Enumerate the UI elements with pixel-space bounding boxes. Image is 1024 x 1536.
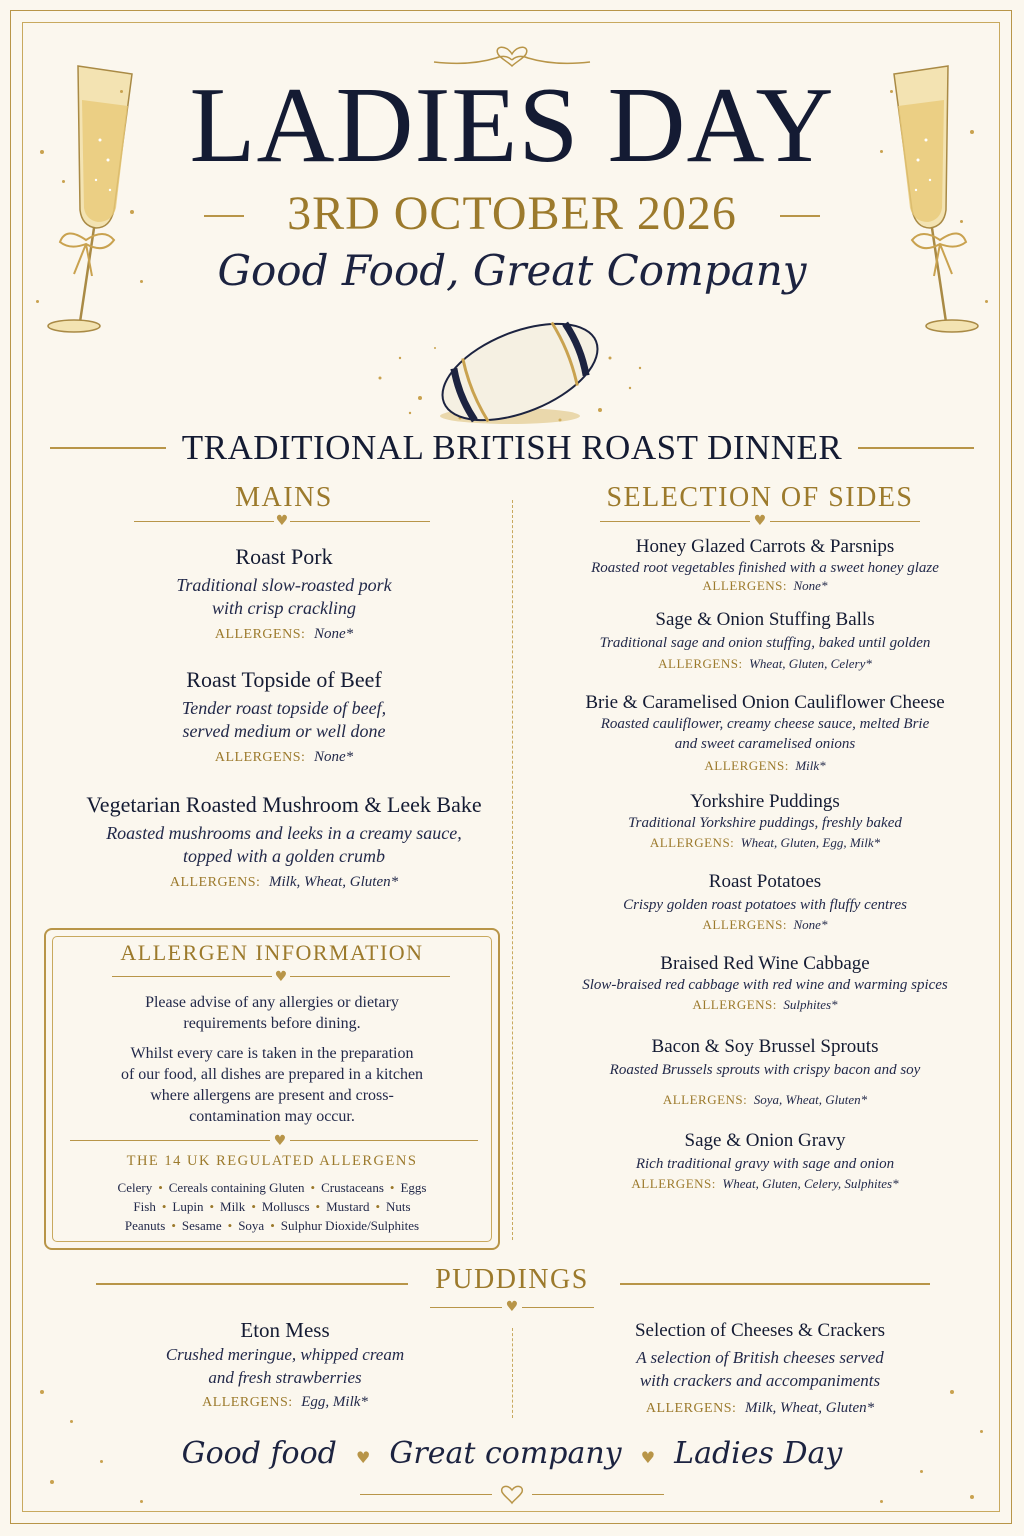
pudding-item [530, 1320, 990, 1417]
heart-icon: ♥ [505, 1299, 519, 1315]
side-item [530, 1036, 1000, 1108]
dish-name: Roast Topside of Beef [186, 667, 382, 692]
sides-heading: SELECTION OF SIDES [606, 482, 914, 513]
puddings-heading: PUDDINGS [435, 1264, 589, 1295]
uk-allergens-list: Celery • Cereals containing Gluten • Crustaceans • Eggs Fish • Lupin • Milk • Molluscs • Mustard • Nuts Peanuts • Sesame • Soya • Sulphur Dioxide/Sulphites [117, 1180, 427, 1233]
tagline: Good Food, Great Company [217, 246, 807, 295]
side-desc: Crispy golden roast potatoes with fluffy centres [623, 897, 907, 913]
heart-icon: ♥ [640, 1448, 656, 1467]
side-desc: Slow-braised red cabbage with red wine and warming spices [582, 977, 948, 993]
side-name: Yorkshire Puddings [690, 791, 840, 812]
allergens-line: ALLERGENS: None* [214, 626, 354, 642]
side-desc: Rich traditional gravy with sage and onion [635, 1156, 895, 1172]
allergens-line: ALLERGENS: None* [702, 917, 828, 932]
rugby-ball-icon [360, 318, 660, 428]
event-title: LADIES DAY [189, 66, 835, 185]
side-desc: Traditional Yorkshire puddings, freshly baked [628, 815, 902, 831]
side-name: Sage & Onion Gravy [684, 1130, 846, 1151]
heart-icon: ♥ [275, 513, 289, 529]
heart-icon: ♥ [274, 969, 288, 985]
main-item [44, 544, 524, 643]
side-name: Bacon & Soy Brussel Sprouts [651, 1036, 879, 1057]
side-name: Sage & Onion Stuffing Balls [655, 609, 875, 630]
dish-name: Vegetarian Roasted Mushroom & Leek Bake [86, 792, 482, 817]
allergens-line: ALLERGENS: Milk, Wheat, Gluten* [645, 1400, 875, 1416]
allergens-line: ALLERGENS: None* [214, 749, 354, 765]
allergens-line: ALLERGENS: Milk* [704, 758, 826, 773]
footer-text: Ladies Day [674, 1436, 843, 1471]
allergens-line: ALLERGENS: Wheat, Gluten, Celery* [658, 656, 872, 671]
dish-desc: topped with a golden crumb [183, 846, 385, 866]
event-date: 3RD OCTOBER 2026 [287, 187, 737, 240]
footer-text: Good food [181, 1436, 337, 1471]
main-item [44, 667, 524, 766]
side-item [530, 609, 1000, 672]
dish-desc: A selection of British cheeses served [636, 1348, 884, 1367]
allergens-line: ALLERGENS: Wheat, Gluten, Egg, Milk* [649, 835, 881, 850]
side-item [530, 871, 1000, 933]
dish-desc: with crackers and accompaniments [639, 1371, 881, 1390]
side-name: Honey Glazed Carrots & Parsnips [635, 536, 895, 557]
menu-title: TRADITIONAL BRITISH ROAST DINNER [181, 428, 843, 467]
footer-slogan [0, 1436, 1024, 1471]
dish-name: Selection of Cheeses & Crackers [634, 1320, 886, 1341]
side-desc: Roasted Brussels sprouts with crispy bacon and soy [609, 1062, 921, 1078]
dish-desc: with crisp crackling [212, 598, 356, 618]
dish-desc: Roasted mushrooms and leeks in a creamy sauce, [106, 823, 462, 843]
heart-icon: ♥ [355, 1448, 371, 1467]
dish-desc: Crushed meringue, whipped cream [165, 1345, 405, 1364]
dish-name: Eton Mess [240, 1318, 330, 1342]
side-item [530, 692, 1000, 774]
dish-desc: and fresh strawberries [208, 1368, 362, 1387]
dish-desc: Traditional slow-roasted pork [176, 575, 392, 595]
heart-icon: ♥ [273, 1133, 287, 1149]
uk-allergens-heading: THE 14 UK REGULATED ALLERGENS [126, 1153, 418, 1169]
allergens-line: ALLERGENS: Soya, Wheat, Gluten* [662, 1092, 868, 1107]
side-desc: and sweet caramelised onions [674, 736, 856, 752]
dish-name: Roast Pork [235, 544, 333, 569]
side-desc: Roasted cauliflower, creamy cheese sauce, melted Brie [600, 716, 930, 732]
side-name: Roast Potatoes [708, 871, 822, 892]
dish-desc: Tender roast topside of beef, [181, 698, 387, 718]
allergen-advice: Please advise of any allergies or dietary requirements before dining. Whilst every care is taken in the preparation of our food, all dishes are prepared in a kitchen where allergens are present and cross- contamination may occur. [120, 994, 424, 1125]
allergen-info-heading: ALLERGEN INFORMATION [120, 940, 424, 965]
allergens-line: ALLERGENS: Sulphites* [692, 997, 838, 1012]
side-item [530, 536, 1000, 594]
side-name: Brie & Caramelised Onion Cauliflower Cheese [585, 692, 945, 713]
allergens-line: ALLERGENS: Egg, Milk* [202, 1394, 368, 1410]
allergens-line: ALLERGENS: None* [702, 578, 828, 593]
side-name: Braised Red Wine Cabbage [660, 953, 870, 974]
side-item [530, 791, 1000, 851]
main-item [44, 792, 524, 891]
mains-heading: MAINS [235, 482, 333, 513]
side-item [530, 1130, 1000, 1192]
dish-desc: served medium or well done [182, 721, 386, 741]
side-desc: Roasted root vegetables finished with a sweet honey glaze [591, 560, 939, 576]
pudding-item [60, 1318, 510, 1411]
side-item [530, 953, 1000, 1013]
allergens-line: ALLERGENS: Milk, Wheat, Gluten* [169, 874, 399, 890]
heart-icon: ♥ [753, 513, 767, 529]
footer-text: Great company [389, 1436, 622, 1471]
bottom-heart-icon [498, 1482, 526, 1506]
allergens-line: ALLERGENS: Wheat, Gluten, Celery, Sulphites* [631, 1176, 899, 1191]
side-desc: Traditional sage and onion stuffing, baked until golden [599, 635, 931, 651]
